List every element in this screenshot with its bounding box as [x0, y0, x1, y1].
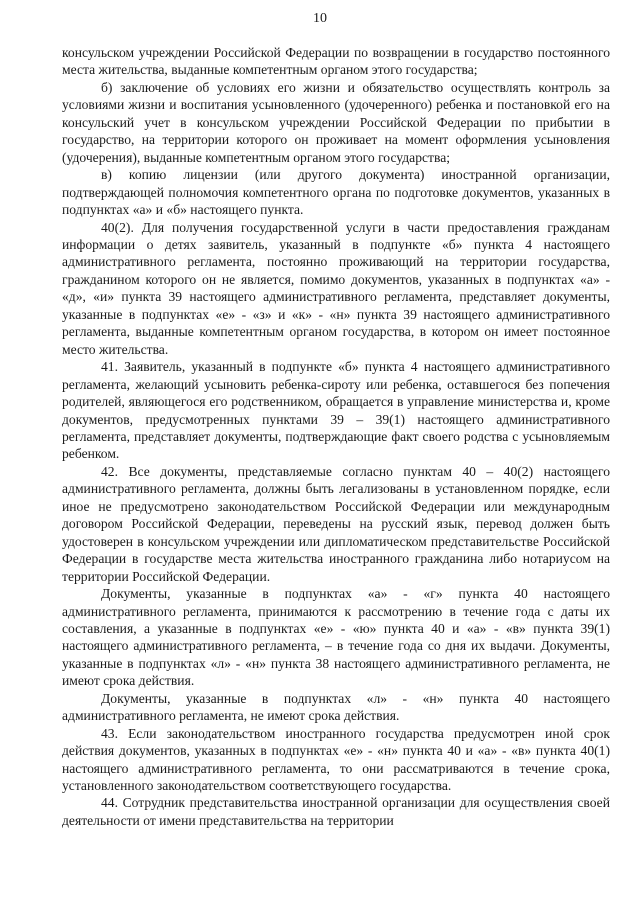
paragraph-41: 41. Заявитель, указанный в подпункте «б» пункта 4 настоящего административного регламента, желающий усыновить ребенка-сироту или ребенка, оставшегося без попечения родителей, являющегося его родственником, обращается в управление министерства и, кроме документов, предусмотренных пунктами 39 – 39(1) настоящего административного регламента, представляет документы, подтверждающие факт своего родства с усыновляемым ребенком. — [62, 359, 610, 462]
paragraph-40-2: 40(2). Для получения государственной услуги в части предоставления гражданам информации о детях заявитель, указанный в подпункте «б» пункта 4 настоящего административного регламента, постоянно проживающий на территории государства, гражданином которого он не является, помимо документов, указанных в подпунктах «а» - «д», «и» пункта 39 настоящего административного регламента, представляет документы, указанные в подпунктах «е» - «з» и «к» - «н» пункта 39 настоящего административного регламента, выданные компетентным органом государства, в котором он имеет постоянное место жительства. — [62, 219, 610, 357]
document-body — [62, 44, 610, 829]
page-number: 10 — [313, 11, 327, 26]
paragraph-documents-validity: Документы, указанные в подпунктах «а» - «г» пункта 40 настоящего административного регламента, принимаются к рассмотрению в течение года с даты их составления, а указанные в подпунктах «е» - «ю» пункта 40 и «а» - «в» пункта 39(1) настоящего административного регламента, – в течение года со дня их выдачи. Документы, указанные в подпунктах «л» - «н» пункта 38 настоящего административного регламента, не имеют срока действия. — [62, 586, 610, 689]
paragraph-continuation: консульском учреждении Российской Федерации по возвращении в государство постоянного места жительства, выданные компетентным органом этого государства; — [62, 45, 610, 78]
paragraph-item-v: в) копию лицензии (или другого документа) иностранной организации, подтверждающей полномочия компетентного органа по подготовке документов, указанных в подпунктах «а» и «б» настоящего пункта. — [62, 167, 610, 218]
paragraph-43: 43. Если законодательством иностранного государства предусмотрен иной срок действия документов, указанных в подпунктах «е» - «н» пункта 40 и «а» - «в» пункта 40(1) настоящего административного регламента, то они рассматриваются в течение срока, установленного законодательством соответствующего государства. — [62, 725, 610, 794]
paragraph-42: 42. Все документы, представляемые согласно пунктам 40 – 40(2) настоящего административного регламента, должны быть легализованы в установленном порядке, если иное не предусмотрено законодательством Российской Федерации или международным договором Российской Федерации, переведены на русский язык, перевод должен быть удостоверен в консульском учреждении или дипломатическом представительстве Российской Федерации в государстве места жительства иностранного гражданина либо нотариусом на территории Российской Федерации. — [62, 463, 610, 584]
paragraph-documents-no-expiry: Документы, указанные в подпунктах «л» - «н» пункта 40 настоящего административного регламента, не имеют срока действия. — [62, 690, 610, 724]
paragraph-item-b: б) заключение об условиях его жизни и обязательство осуществлять контроль за условиями жизни и воспитания усыновленного (удочеренного) ребенка и постановкой его на консульский учет в консульском учреждении Российской Федерации по прибытии в государство, на территории которого он проживает на момент оформления усыновления (удочерения), выданные компетентным органом этого государства; — [62, 79, 610, 165]
paragraph-44: 44. Сотрудник представительства иностранной организации для осуществления своей деятельности от имени представительства на территории — [62, 795, 610, 828]
